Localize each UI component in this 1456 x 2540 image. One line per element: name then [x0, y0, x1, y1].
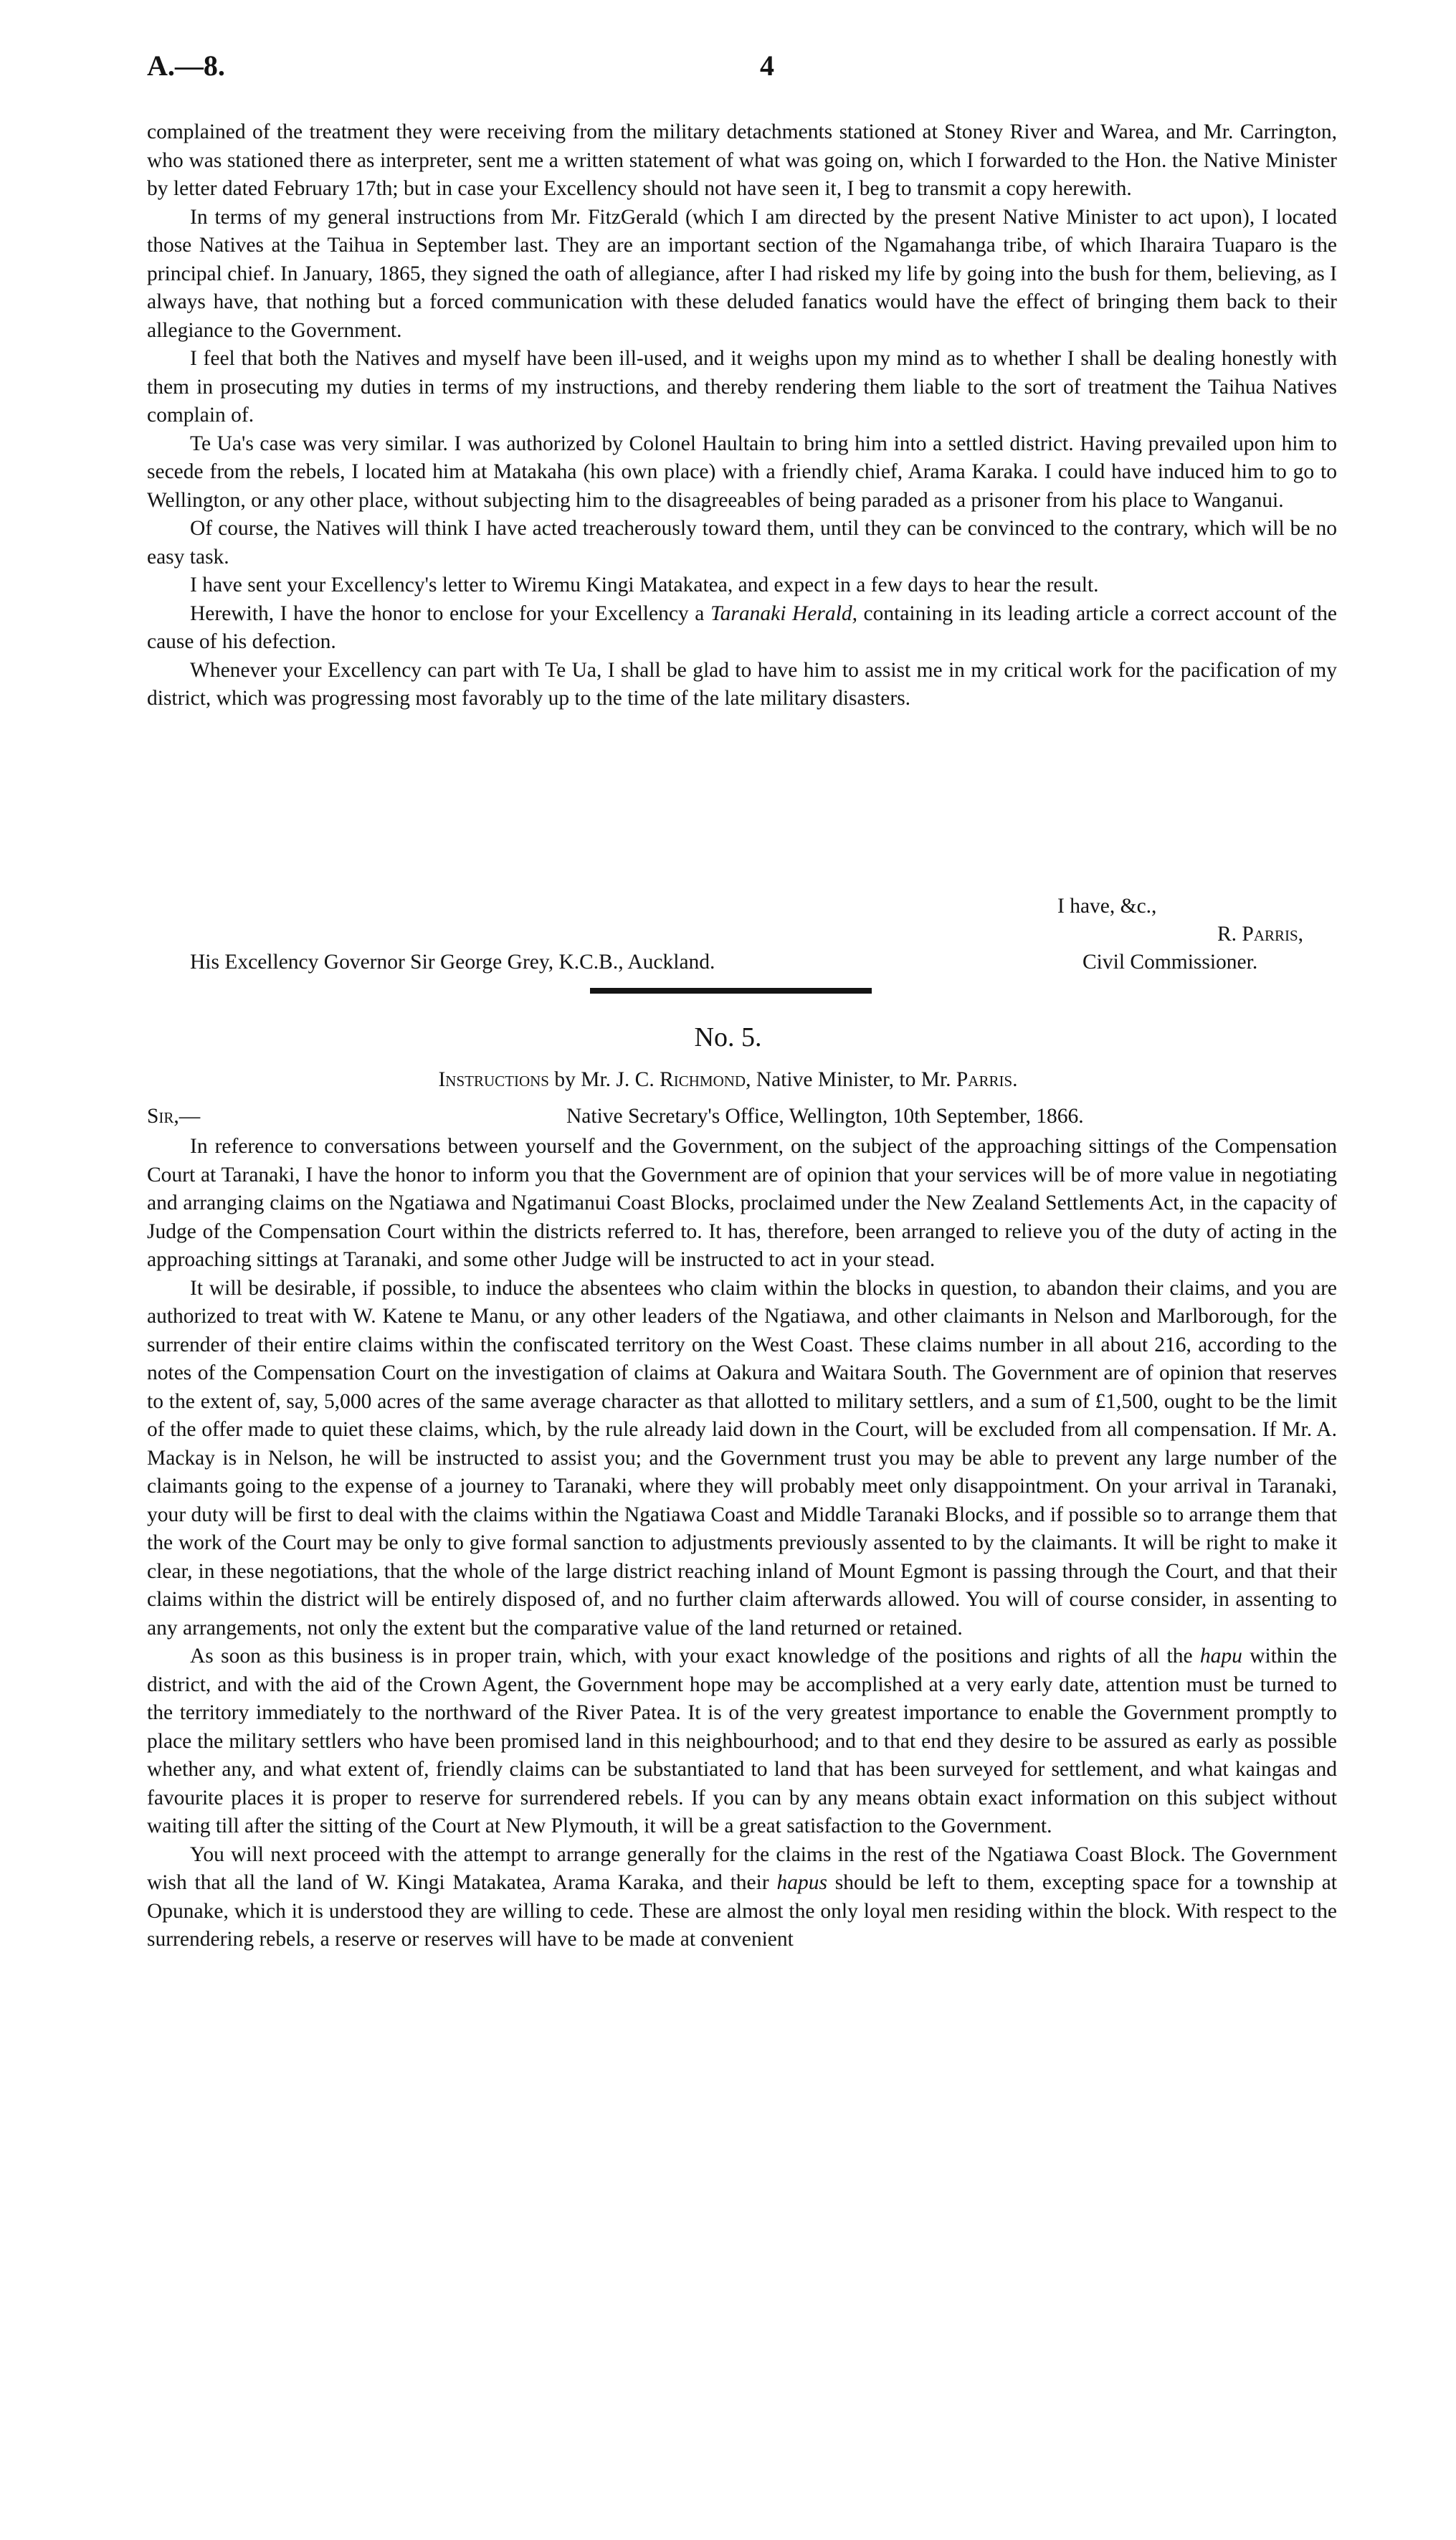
italic-term: hapus: [776, 1871, 827, 1894]
document-reference: A.—8.: [147, 49, 225, 82]
dateline: Native Secretary's Office, Wellington, 10th September, 1866.: [566, 1105, 1084, 1128]
letter-body: [147, 118, 1337, 713]
instructions-body: [147, 1133, 1337, 1954]
italic-term: hapu: [1199, 1645, 1242, 1668]
paragraph: complained of the treatment they were receiving from the military detachments stationed at Stoney River and Warea, and Mr. Carrington, who was stationed there as interpreter, sent me a written statement of what was going on, which I forwarded to the Hon. the Native Minister by letter dated February 17th; but in case your Excellency should not have seen it, I beg to transmit a copy herewith.: [147, 120, 1337, 200]
paragraph: Whenever your Excellency can part with Te Ua, I shall be glad to have him to assist me in my critical work for the pacification of my district, which was progressing most favorably up to the time of the late military disasters.: [147, 658, 1337, 710]
page-number: 4: [760, 49, 774, 82]
paragraph: Herewith, I have the honor to enclose for your Excellency a Taranaki Herald, containing in its leading article a correct account of the cause of his defection.: [147, 601, 1337, 653]
paragraph: Te Ua's case was very similar. I was authorized by Colonel Haultain to bring him into a settled district. Having prevailed upon him to secede from the rebels, I located him at Matakaha (his own place) with a friendly chief, Arama Karaka. I could have induced him to go to Wellington, or any other place, without subjecting him to the disagreeables of being paraded as a prisoner from his place to Wanganui.: [147, 432, 1337, 512]
paragraph: It will be desirable, if possible, to induce the absentees who claim within the blocks in question, to abandon their claims, and you are authorized to treat with W. Katene te Manu, or any other leaders of the Ngatiawa, and other claimants in Nelson and Marlborough, for the surrender of their entire claims within the confiscated territory on the West Coast. These claims number in all about 216, according to the notes of the Compensation Court on the investigation of claims at Oakura and Waitara South. The Government are of opinion that reserves to the extent of, say, 5,000 acres of the same average character as that allotted to military settlers, and a sum of £1,500, ought to be the limit of the offer made to quiet these claims, which, by the rule already laid down in the Court, will be excluded from all compensation. If Mr. A. Mackay is in Nelson, he will be instructed to assist you; and the Government trust you may be able to prevent any large number of the claimants going to the expense of a journey to Taranaki, where they will probably meet only disappointment. On your arrival in Taranaki, your duty will be first to deal with the claims within the Ngatiawa Coast and Middle Taranaki Blocks, and if possible so to arrange them that the work of the Court may be only to give formal sanction to adjustments previously assented to by the claimants. It will be right to make it clear, in these negotiations, that the whole of the large district reaching inland of Mount Egmont is passing through the Court, and that their claims within the district will be entirely disposed of, and no further claim afterwards allowed. You will of course consider, in assenting to any arrangements, not only the extent but the comparative value of the land returned or retained.: [147, 1276, 1337, 1640]
paragraph: In reference to conversations between yourself and the Government, on the subject of the approaching sittings of the Compensation Court at Taranaki, I have the honor to inform you that the Government are of opinion that your services will be of more value in negotiating and arranging claims on the Ngatiawa and Ngatimanui Coast Blocks, proclaimed under the New Zealand Settlements Act, in the capacity of Judge of the Compensation Court within the districts referred to. It has, therefore, been arranged to relieve you of the duty of acting in the approaching sittings at Taranaki, and some other Judge will be instructed to act in your stead.: [147, 1135, 1337, 1271]
section-divider: [590, 988, 872, 994]
paragraph: I feel that both the Natives and myself have been ill-used, and it weighs upon my mind as to whether I shall be dealing honestly with them in prosecuting my duties in terms of my instructions, and thereby rendering them liable to the sort of treatment the Taihua Natives complain of.: [147, 347, 1337, 427]
addressee: His Excellency Governor Sir George Grey, K.C.B., Auckland.: [190, 951, 715, 974]
paragraph: You will next proceed with the attempt to arrange generally for the claims in the rest of the Ngatiawa Coast Block. The Government wish that all the land of W. Kingi Matakatea, Arama Karaka, and their hapus should be left to them, excepting space for a township at Opunake, which it is understood they are willing to cede. These are almost the only loyal men residing within the block. With respect to the surrendering rebels, a reserve or reserves will have to be made at convenient: [147, 1842, 1338, 1951]
section-heading: No. 5.: [694, 1022, 762, 1052]
signatory-title: Civil Commissioner.: [1083, 951, 1258, 974]
paragraph: I have sent your Excellency's letter to Wiremu Kingi Matakatea, and expect in a few days to hear the result.: [190, 574, 1099, 596]
page-header: [147, 49, 1337, 92]
salutation: Sir,—: [147, 1105, 201, 1128]
section-subheading: Instructions by Mr. J. C. Richmond, Native Minister, to Mr. Parris.: [438, 1068, 1018, 1091]
newspaper-title: Taranaki Herald,: [710, 601, 857, 625]
paragraph: In terms of my general instructions from Mr. FitzGerald (which I am directed by the present Native Minister to act upon), I located those Natives at the Taihua in September last. They are an important section of the Ngamahanga tribe, of which Iharaira Tuaparo is the principal chief. In January, 1865, they signed the oath of allegiance, after I had risked my life by going into the bush for them, believing, as I always have, that nothing but a forced communication with these deluded fanatics would have the effect of bringing them back to their allegiance to the Government.: [147, 205, 1337, 342]
signature: R. Parris,: [1217, 923, 1304, 946]
paragraph: Of course, the Natives will think I have acted treacherously toward them, until they can be convinced to the contrary, which will be no easy task.: [147, 517, 1337, 569]
closing: I have, &c.,: [1057, 895, 1157, 918]
paragraph: As soon as this business is in proper train, which, with your exact knowledge of the positions and rights of all the hapu within the district, and with the aid of the Crown Agent, the Government hope may be accomplished at a very early date, attention must be turned to the territory immediately to the northward of the River Patea. It is of the very greatest importance to enable the Government promptly to place the military settlers who have been promised land in this neighbourhood; and to that end they desire to be assured as early as possible whether any, and what extent of, friendly claims can be substantiated to land that has been surveyed for settlement, and what kaingas and favourite places it is proper to reserve for surrendered rebels. If you can by any means obtain exact information on this subject without waiting till after the sitting of the Court at New Plymouth, it will be a great satisfaction to the Government.: [147, 1645, 1337, 1837]
